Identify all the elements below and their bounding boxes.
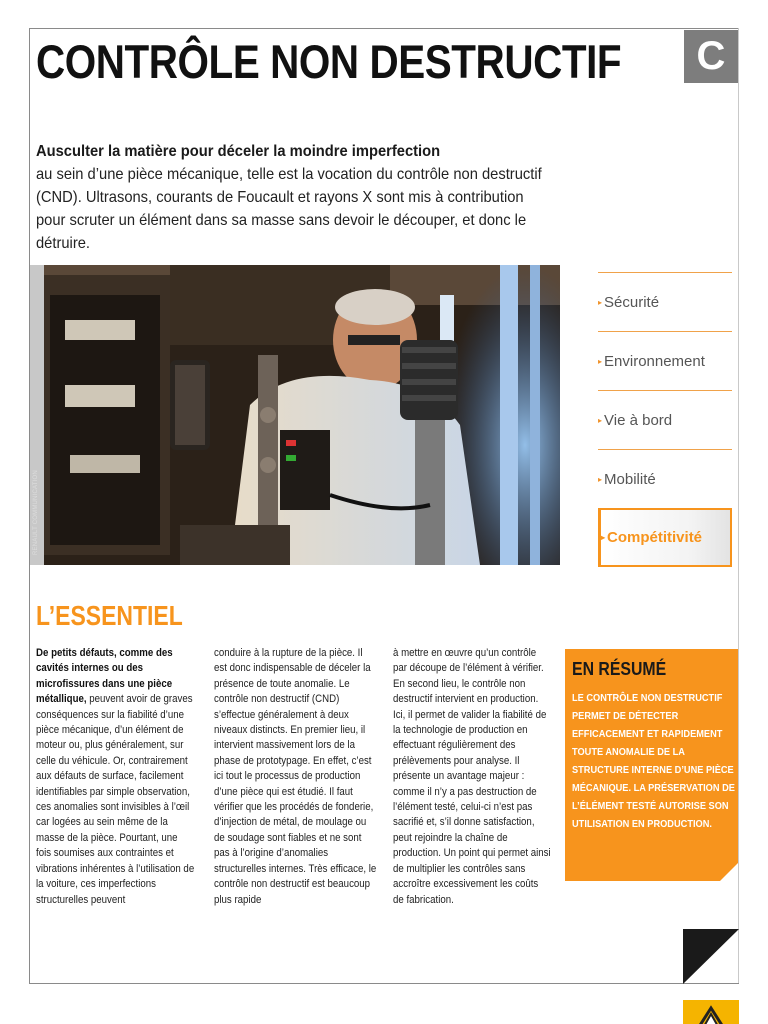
intro-lead: Ausculter la matière pour déceler la moindre imperfection xyxy=(36,143,441,160)
page-frame-top xyxy=(29,28,739,29)
page-frame-right xyxy=(738,28,739,984)
renault-logo xyxy=(683,1000,739,1024)
arrow-right-icon: ▸ xyxy=(598,356,603,366)
nav-item-label: Vie à bord xyxy=(604,411,673,429)
nav-item-label: Compétitivité xyxy=(607,529,703,546)
essentiel-heading: L’ESSENTIEL xyxy=(36,600,183,631)
arrow-right-icon: ▸ xyxy=(598,297,603,307)
page-frame-bottom xyxy=(29,983,739,984)
nav-item-label: Environnement xyxy=(604,352,705,370)
nav-item-label: Sécurité xyxy=(604,293,660,311)
column-1-lead: De petits défauts, comme des cavités internes ou des microfissures dans une pièce métallique, xyxy=(36,647,173,706)
nav-item-mobilite[interactable] xyxy=(598,449,732,508)
lab-photo-illustration xyxy=(30,265,560,565)
column-1-text: peuvent avoir de graves conséquences sur la fiabilité d’une pièce mécanique, d’un élément de moteur ou, plus généralement, sur celle du véhicule. Or, contrairement aux défauts de surface, facilement identifiables par simple observation, ces anomalies sont invisibles à l’œil car logées au sein même de la masse de la pièce. Pourtant, une fois soumises aux contraintes et vibrations inhérentes à l’utilisation de la voiture, ces imperfections structurelles peuvent xyxy=(36,693,195,906)
lab-photo xyxy=(30,265,560,565)
nav-item-vie-a-bord[interactable] xyxy=(598,390,732,449)
essentiel-column-1 xyxy=(36,646,194,908)
summary-box xyxy=(565,649,738,881)
arrow-right-icon: ▸ xyxy=(601,533,606,542)
photo-credit: RENAULT COMMUNICATION xyxy=(33,470,39,555)
summary-fold-corner xyxy=(720,863,738,881)
intro-paragraph xyxy=(36,140,551,255)
intro-text: au sein d’une pièce mécanique, telle est la vocation du contrôle non destructif (CND). Ultrasons, courants de Foucault et rayons X sont mis à contribution pour scruter un élément dans sa masse sans devoir le découper, et donc le détruire. xyxy=(36,166,542,252)
page-title: CONTRÔLE NON DESTRUCTIF xyxy=(36,35,622,88)
nav-item-label: Mobilité xyxy=(604,470,656,488)
essentiel-column-2: conduire à la rupture de la pièce. Il est donc indispensable de déceler la présence de toute anomalie. Le contrôle non destructif (CND) s’effectue généralement à deux niveaux distincts. En premier lieu, il intervient massivement lors de la phase de prototypage. En effet, c’est ici tout le processus de production d’une pièce qui est étudié. Il faut vérifier que les procédés de fonderie, d’injection de métal, de moulage ou de soudage sont fiables et ne sont pas à l’origine d’anomalies structurelles internes. Très efficace, le contrôle non destructif est beaucoup plus rapide xyxy=(214,647,377,906)
arrow-right-icon: ▸ xyxy=(598,415,603,425)
theme-navigation xyxy=(598,272,732,567)
nav-item-environnement[interactable] xyxy=(598,331,732,390)
arrow-right-icon: ▸ xyxy=(598,474,603,484)
summary-text: LE CONTRÔLE NON DESTRUCTIF PERMET DE DÉTECTER EFFICACEMENT ET RAPIDEMENT TOUTE ANOMALIE DE LA STRUCTURE INTERNE D’UNE PIÈCE MÉCANIQUE. LA PRÉSERVATION DE L’ÉLÉMENT TESTÉ AUTORISE SON UTILISATION EN PRODUCTION. xyxy=(572,692,735,830)
summary-heading: EN RÉSUMÉ xyxy=(572,659,667,679)
renault-diamond-icon xyxy=(683,1000,739,1024)
nav-item-securite[interactable] xyxy=(598,272,732,331)
page-corner-triangle xyxy=(683,929,739,984)
section-letter-badge: C xyxy=(684,30,738,83)
nav-item-competitivite[interactable] xyxy=(598,508,732,567)
essentiel-column-3: à mettre en œuvre qu’un contrôle par découpe de l’élément à vérifier. En second lieu, le contrôle non destructif intervient en production. Ici, il permet de valider la fiabilité de la technologie de production en effectuant régulièrement des prélèvements pour analyse. Il présente un avantage majeur : comme il n’y a pas destruction de l’élément testé, celui-ci n’est pas sacrifié et, s’il donne satisfaction, peut rejoindre la chaîne de production. Un point qui permet ainsi de multiplier les contrôles sans accroître excessivement les coûts de fabrication. xyxy=(393,647,551,906)
